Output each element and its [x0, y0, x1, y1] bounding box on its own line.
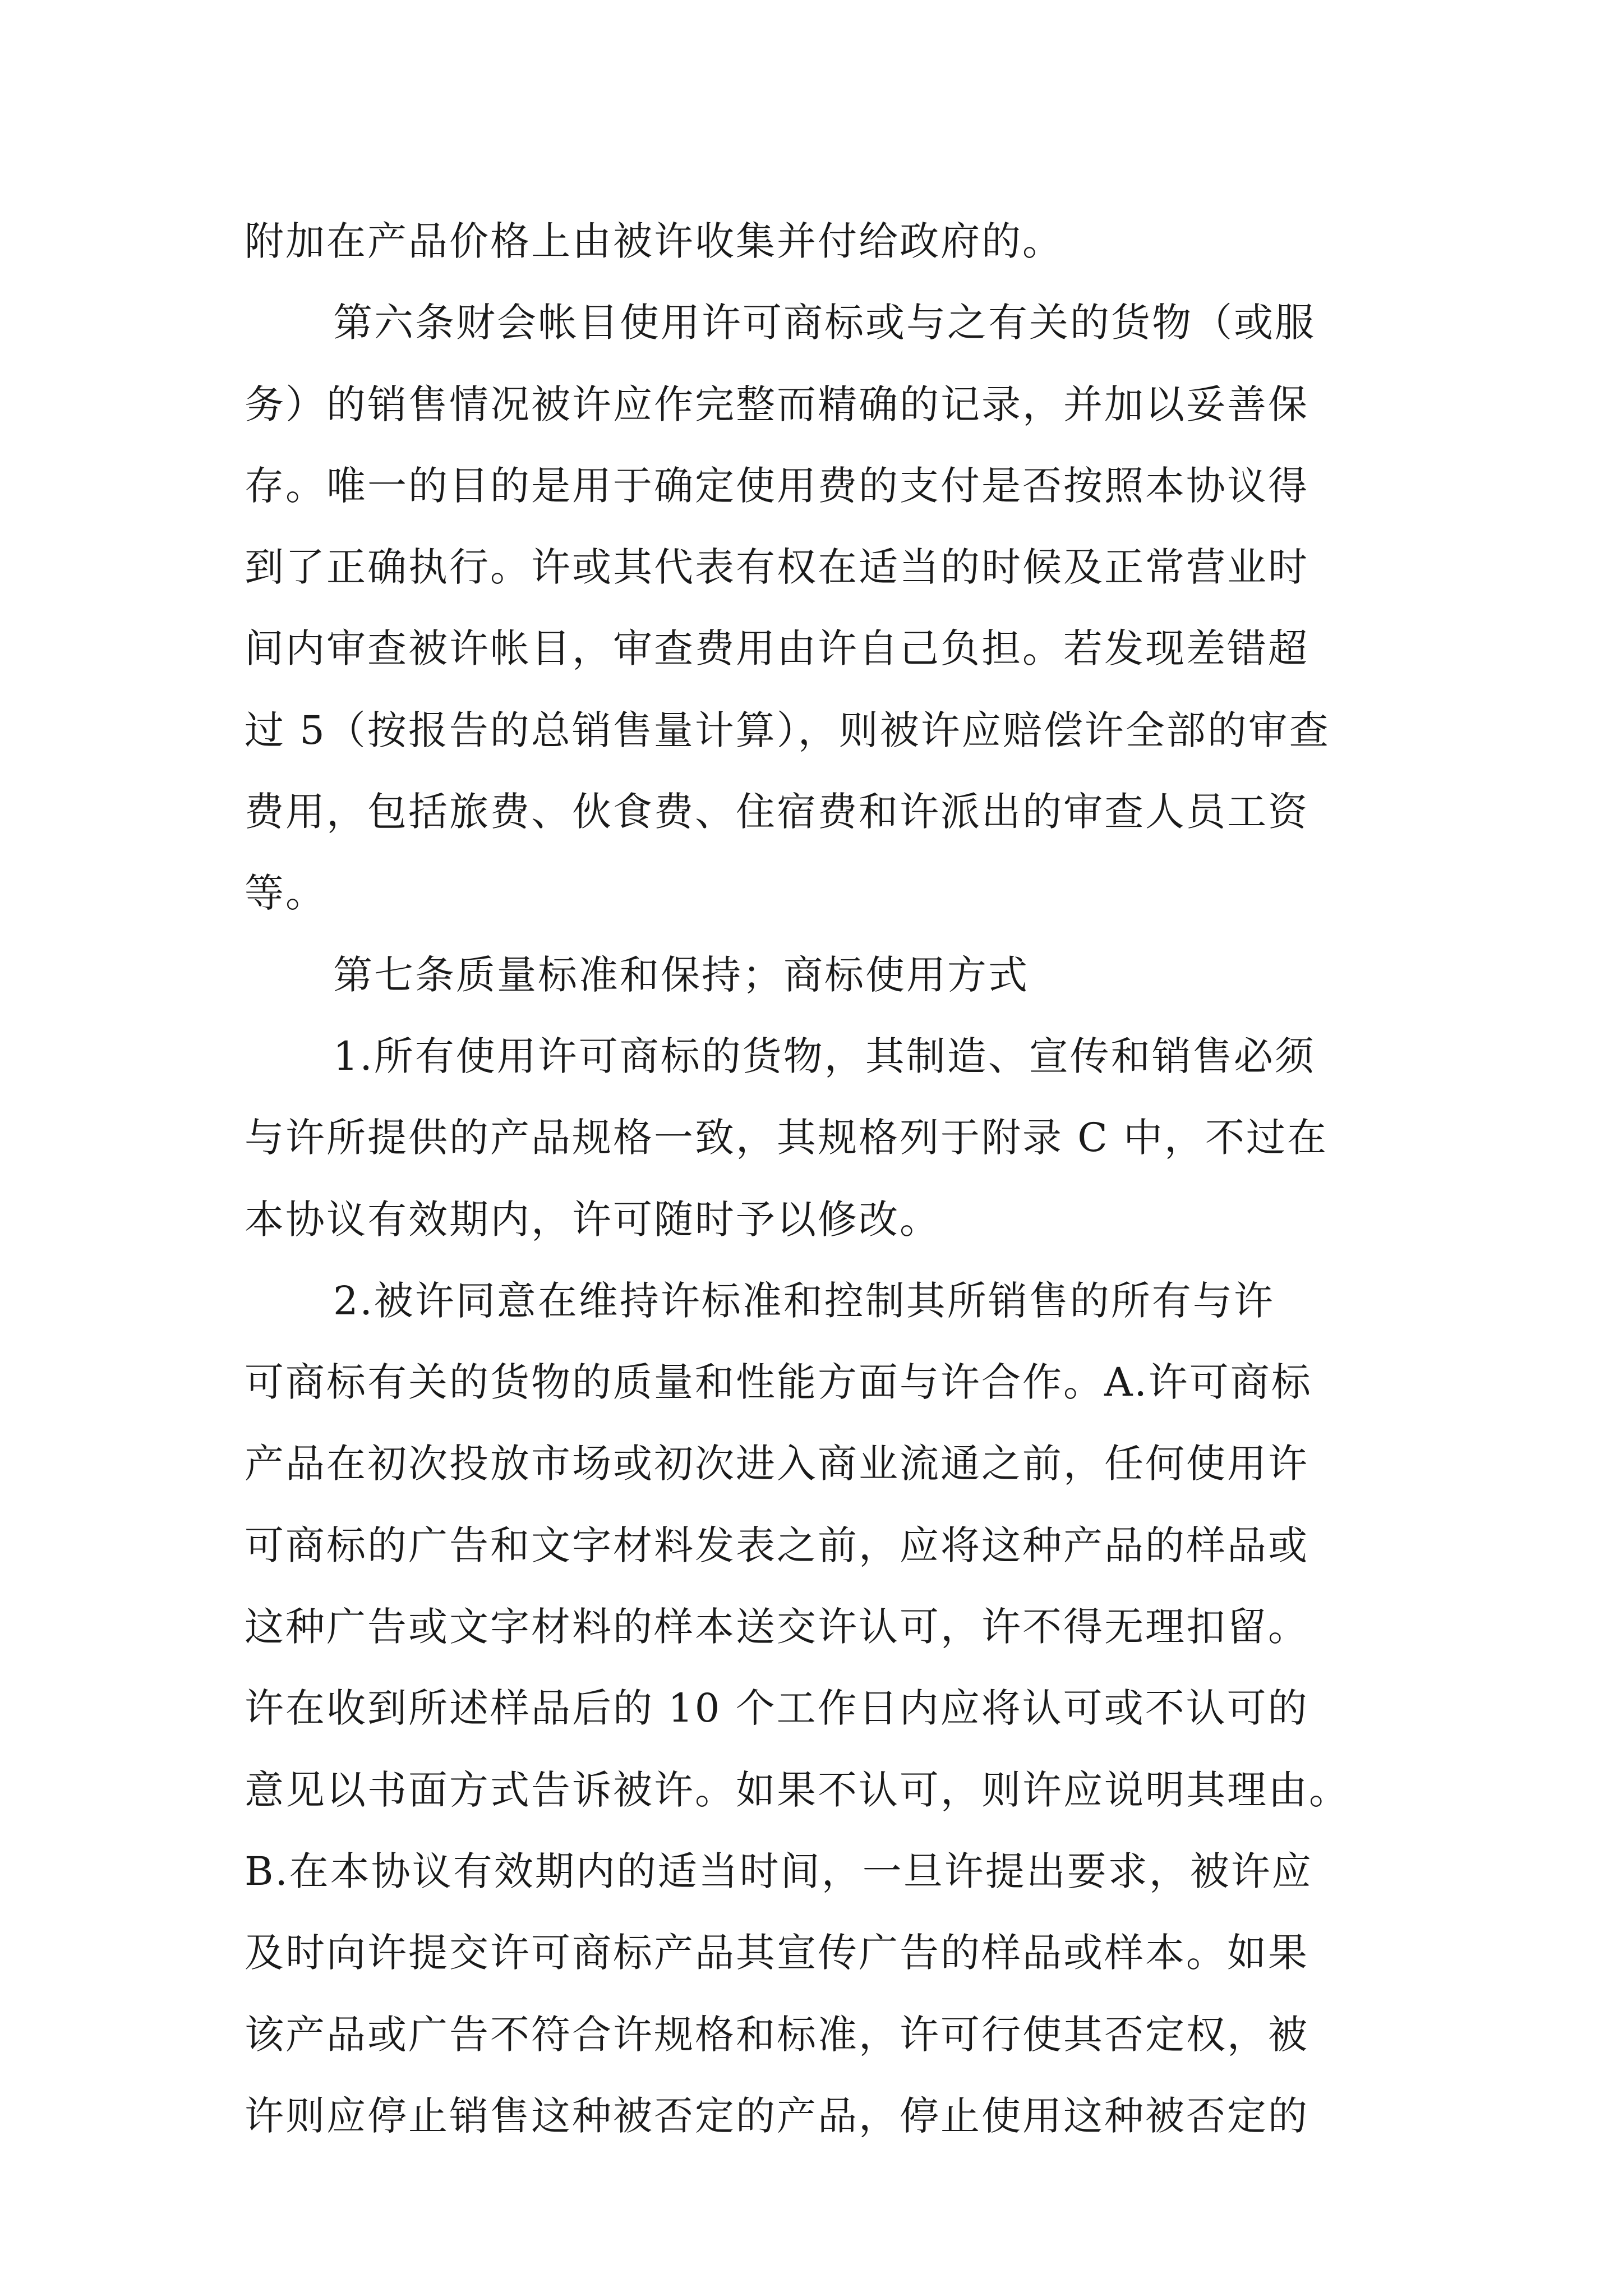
- text-line: 间内审查被许帐目，审查费用由许自己负担。若发现差错超: [245, 625, 1309, 672]
- text-line: 本协议有效期内，许可随时予以修改。: [245, 1196, 940, 1243]
- text-line: 与许所提供的产品规格一致，其规格列于附录 C 中，不过在: [245, 1115, 1329, 1161]
- text-line: 产品在初次投放市场或初次进入商业流通之前，任何使用许: [245, 1441, 1309, 1487]
- text-line: 2.被许同意在维持许标准和控制其所销售的所有与许: [333, 1277, 1275, 1324]
- text-line: 过 5（按报告的总销售量计算），则被许应赔偿许全部的审查: [245, 707, 1330, 753]
- text-line: 存。唯一的目的是用于确定使用费的支付是否按照本协议得: [245, 462, 1309, 509]
- text-line: 意见以书面方式告诉被许。如果不认可，则许应说明其理由。: [245, 1766, 1350, 1813]
- text-line: 可商标有关的货物的质量和性能方面与许合作。A.许可商标: [245, 1359, 1312, 1406]
- text-line: B.在本协议有效期内的适当时间，一旦许提出要求，被许应: [245, 1848, 1313, 1894]
- text-line: 许则应停止销售这种被否定的产品，停止使用这种被否定的: [245, 2092, 1309, 2139]
- text-line: 到了正确执行。许或其代表有权在适当的时候及正常营业时: [245, 544, 1309, 591]
- text-line: 及时向许提交许可商标产品其宣传广告的样品或样本。如果: [245, 1930, 1309, 1976]
- text-line: 等。: [245, 870, 326, 917]
- text-line: 可商标的广告和文字材料发表之前，应将这种产品的样品或: [245, 1522, 1309, 1568]
- text-line: 费用，包括旅费、伙食费、住宿费和许派出的审查人员工资: [245, 789, 1309, 835]
- text-line: 务）的销售情况被许应作完整而精确的记录，并加以妥善保: [245, 381, 1309, 427]
- text-line: 许在收到所述样品后的 10 个工作日内应将认可或不认可的: [245, 1685, 1309, 1732]
- text-line: 1.所有使用许可商标的货物，其制造、宣传和销售必须: [333, 1033, 1316, 1079]
- text-line: 第七条质量标准和保持；商标使用方式: [333, 951, 1029, 998]
- text-line: 这种广告或文字材料的样本送交许认可，许不得无理扣留。: [245, 1604, 1309, 1650]
- text-line: 附加在产品价格上由被许收集并付给政府的。: [245, 218, 1063, 264]
- text-line: 第六条财会帐目使用许可商标或与之有关的货物（或服: [333, 300, 1316, 346]
- body-text: [245, 201, 1389, 2157]
- text-line: 该产品或广告不符合许规格和标准，许可行使其否定权，被: [245, 2011, 1309, 2058]
